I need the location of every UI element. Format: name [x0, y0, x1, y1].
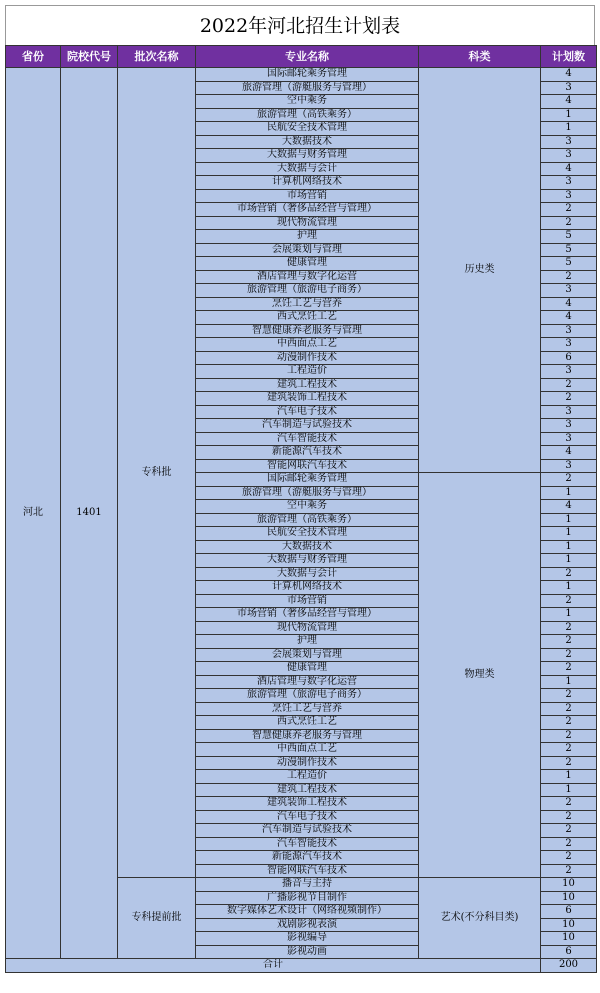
- plan-count-cell: 2: [541, 797, 597, 811]
- major-cell: 大数据技术: [196, 135, 419, 149]
- major-cell: 护理: [196, 635, 419, 649]
- plan-count-cell: 3: [541, 338, 597, 352]
- major-cell: 汽车智能技术: [196, 837, 419, 851]
- major-cell: 中西面点工艺: [196, 338, 419, 352]
- major-cell: 智能网联汽车技术: [196, 459, 419, 473]
- major-cell: 旅游管理（游艇服务与管理）: [196, 486, 419, 500]
- header-batch: 批次名称: [118, 46, 196, 68]
- plan-count-cell: 1: [541, 554, 597, 568]
- total-value: 200: [541, 959, 597, 973]
- plan-count-cell: 5: [541, 243, 597, 257]
- plan-count-cell: 6: [541, 351, 597, 365]
- plan-count-cell: 2: [541, 473, 597, 487]
- category-cell: 历史类: [419, 68, 541, 473]
- plan-count-cell: 2: [541, 729, 597, 743]
- plan-count-cell: 2: [541, 702, 597, 716]
- plan-count-cell: 2: [541, 216, 597, 230]
- major-cell: 健康管理: [196, 257, 419, 271]
- plan-count-cell: 2: [541, 851, 597, 865]
- plan-count-cell: 2: [541, 743, 597, 757]
- header-major: 专业名称: [196, 46, 419, 68]
- plan-count-cell: 3: [541, 189, 597, 203]
- plan-count-cell: 2: [541, 203, 597, 217]
- plan-count-cell: 2: [541, 392, 597, 406]
- major-cell: 中西面点工艺: [196, 743, 419, 757]
- major-cell: 新能源汽车技术: [196, 851, 419, 865]
- major-cell: 建筑装饰工程技术: [196, 392, 419, 406]
- major-cell: 国际邮轮乘务管理: [196, 68, 419, 82]
- major-cell: 新能源汽车技术: [196, 446, 419, 460]
- batch-cell: 专科批: [118, 68, 196, 878]
- major-cell: 会展策划与管理: [196, 243, 419, 257]
- major-cell: 影视动画: [196, 945, 419, 959]
- plan-count-cell: 4: [541, 162, 597, 176]
- major-cell: 汽车电子技术: [196, 405, 419, 419]
- major-cell: 烹饪工艺与营养: [196, 297, 419, 311]
- plan-count-cell: 1: [541, 783, 597, 797]
- plan-count-cell: 1: [541, 527, 597, 541]
- major-cell: 戏剧影视表演: [196, 918, 419, 932]
- major-cell: 汽车智能技术: [196, 432, 419, 446]
- plan-count-cell: 2: [541, 648, 597, 662]
- major-cell: 烹饪工艺与营养: [196, 702, 419, 716]
- plan-count-cell: 6: [541, 945, 597, 959]
- major-cell: 智能网联汽车技术: [196, 864, 419, 878]
- province-cell: 河北: [6, 68, 61, 959]
- major-cell: 空中乘务: [196, 500, 419, 514]
- major-cell: 影视编导: [196, 932, 419, 946]
- major-cell: 旅游管理（高铁乘务）: [196, 108, 419, 122]
- plan-count-cell: 10: [541, 891, 597, 905]
- major-cell: 现代物流管理: [196, 621, 419, 635]
- major-cell: 旅游管理（旅游电子商务）: [196, 689, 419, 703]
- plan-count-cell: 5: [541, 230, 597, 244]
- plan-count-cell: 4: [541, 68, 597, 82]
- plan-count-cell: 5: [541, 257, 597, 271]
- major-cell: 智慧健康养老服务与管理: [196, 729, 419, 743]
- plan-count-cell: 2: [541, 594, 597, 608]
- major-cell: 酒店管理与数字化运营: [196, 675, 419, 689]
- plan-count-cell: 1: [541, 770, 597, 784]
- plan-count-cell: 4: [541, 297, 597, 311]
- plan-count-cell: 3: [541, 432, 597, 446]
- major-cell: 大数据与会计: [196, 567, 419, 581]
- major-cell: 广播影视节目制作: [196, 891, 419, 905]
- major-cell: 会展策划与管理: [196, 648, 419, 662]
- major-cell: 建筑装饰工程技术: [196, 797, 419, 811]
- major-cell: 大数据与财务管理: [196, 554, 419, 568]
- page-title: 2022年河北招生计划表: [5, 5, 595, 45]
- plan-count-cell: 2: [541, 621, 597, 635]
- plan-count-cell: 3: [541, 405, 597, 419]
- plan-count-cell: 3: [541, 176, 597, 190]
- major-cell: 国际邮轮乘务管理: [196, 473, 419, 487]
- major-cell: 动漫制作技术: [196, 756, 419, 770]
- header-school-code: 院校代号: [61, 46, 118, 68]
- plan-count-cell: 4: [541, 311, 597, 325]
- plan-count-cell: 2: [541, 837, 597, 851]
- total-label: 合计: [6, 959, 541, 973]
- major-cell: 市场营销: [196, 594, 419, 608]
- major-cell: 民航安全技术管理: [196, 122, 419, 136]
- plan-count-cell: 1: [541, 540, 597, 554]
- batch-cell: 专科提前批: [118, 878, 196, 959]
- major-cell: 空中乘务: [196, 95, 419, 109]
- plan-count-cell: 1: [541, 608, 597, 622]
- plan-count-cell: 3: [541, 81, 597, 95]
- major-cell: 建筑工程技术: [196, 378, 419, 392]
- major-cell: 西式烹饪工艺: [196, 716, 419, 730]
- plan-count-cell: 10: [541, 878, 597, 892]
- major-cell: 工程造价: [196, 770, 419, 784]
- major-cell: 汽车电子技术: [196, 810, 419, 824]
- plan-count-cell: 2: [541, 662, 597, 676]
- major-cell: 建筑工程技术: [196, 783, 419, 797]
- plan-count-cell: 1: [541, 108, 597, 122]
- major-cell: 护理: [196, 230, 419, 244]
- major-cell: 动漫制作技术: [196, 351, 419, 365]
- major-cell: 酒店管理与数字化运营: [196, 270, 419, 284]
- major-cell: 民航安全技术管理: [196, 527, 419, 541]
- plan-count-cell: 2: [541, 864, 597, 878]
- plan-count-cell: 3: [541, 135, 597, 149]
- major-cell: 市场营销: [196, 189, 419, 203]
- header-category: 科类: [419, 46, 541, 68]
- major-cell: 现代物流管理: [196, 216, 419, 230]
- major-cell: 计算机网络技术: [196, 581, 419, 595]
- major-cell: 市场营销（奢侈品经营与管理）: [196, 203, 419, 217]
- plan-count-cell: 2: [541, 270, 597, 284]
- major-cell: 数字媒体艺术设计（网络视频制作）: [196, 905, 419, 919]
- plan-count-cell: 2: [541, 810, 597, 824]
- plan-count-cell: 2: [541, 716, 597, 730]
- major-cell: 西式烹饪工艺: [196, 311, 419, 325]
- category-cell: 物理类: [419, 473, 541, 878]
- major-cell: 智慧健康养老服务与管理: [196, 324, 419, 338]
- plan-count-cell: 10: [541, 932, 597, 946]
- plan-count-cell: 4: [541, 95, 597, 109]
- plan-count-cell: 1: [541, 581, 597, 595]
- plan-count-cell: 2: [541, 567, 597, 581]
- major-cell: 汽车制造与试验技术: [196, 824, 419, 838]
- plan-count-cell: 1: [541, 486, 597, 500]
- major-cell: 大数据技术: [196, 540, 419, 554]
- major-cell: 旅游管理（旅游电子商务）: [196, 284, 419, 298]
- plan-count-cell: 3: [541, 365, 597, 379]
- plan-count-cell: 2: [541, 756, 597, 770]
- plan-count-cell: 3: [541, 459, 597, 473]
- major-cell: 旅游管理（高铁乘务）: [196, 513, 419, 527]
- plan-count-cell: 1: [541, 675, 597, 689]
- plan-count-cell: 3: [541, 419, 597, 433]
- plan-count-cell: 2: [541, 635, 597, 649]
- major-cell: 健康管理: [196, 662, 419, 676]
- plan-count-cell: 2: [541, 378, 597, 392]
- header-row: [6, 46, 597, 68]
- school-code-cell: 1401: [61, 68, 118, 959]
- header-plan-count: 计划数: [541, 46, 597, 68]
- total-row: [6, 959, 597, 973]
- enrollment-plan-table: [5, 45, 597, 973]
- header-province: 省份: [6, 46, 61, 68]
- major-cell: 大数据与财务管理: [196, 149, 419, 163]
- plan-count-cell: 4: [541, 446, 597, 460]
- major-cell: 市场营销（奢侈品经营与管理）: [196, 608, 419, 622]
- plan-count-cell: 3: [541, 284, 597, 298]
- plan-count-cell: 3: [541, 324, 597, 338]
- plan-count-cell: 1: [541, 122, 597, 136]
- plan-count-cell: 4: [541, 500, 597, 514]
- major-cell: 汽车制造与试验技术: [196, 419, 419, 433]
- plan-count-cell: 2: [541, 689, 597, 703]
- plan-count-cell: 2: [541, 824, 597, 838]
- plan-count-cell: 10: [541, 918, 597, 932]
- table-row: [6, 68, 597, 82]
- major-cell: 工程造价: [196, 365, 419, 379]
- plan-count-cell: 1: [541, 513, 597, 527]
- major-cell: 播音与主持: [196, 878, 419, 892]
- plan-count-cell: 3: [541, 149, 597, 163]
- major-cell: 旅游管理（游艇服务与管理）: [196, 81, 419, 95]
- plan-count-cell: 6: [541, 905, 597, 919]
- major-cell: 计算机网络技术: [196, 176, 419, 190]
- category-cell: 艺术(不分科目类): [419, 878, 541, 959]
- major-cell: 大数据与会计: [196, 162, 419, 176]
